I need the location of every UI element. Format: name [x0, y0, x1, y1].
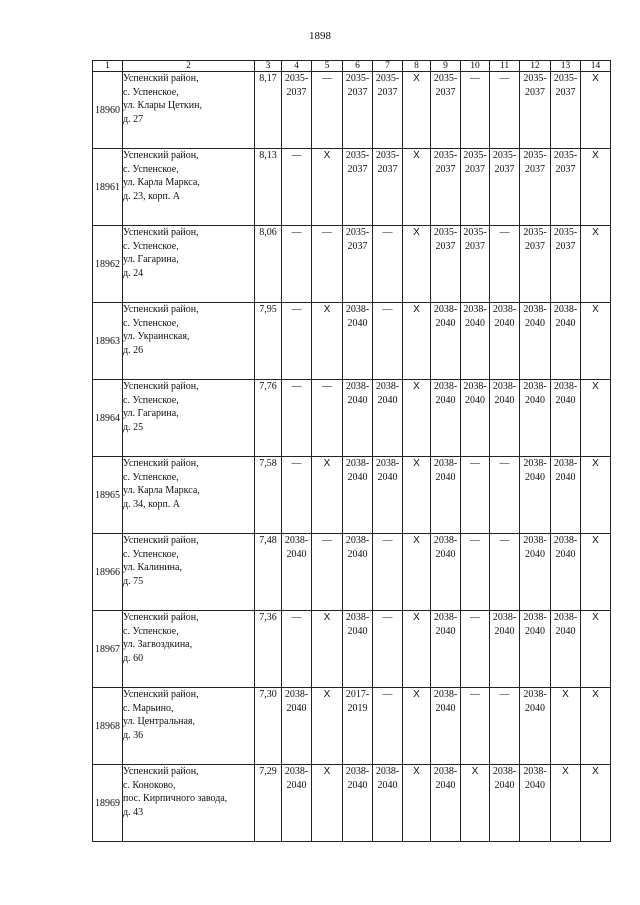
address-line: д. 25 [123, 421, 144, 433]
value-cell: 7,48 [255, 534, 282, 611]
address-line: ул. Центральная, [123, 716, 196, 727]
value-cell: X [312, 765, 343, 842]
value-cell: 2038-2040 [520, 303, 551, 380]
value-cell: 2038-2040 [343, 380, 373, 457]
row-number: 18968 [93, 688, 123, 765]
value-cell: — [490, 534, 520, 611]
value-cell: 2038-2040 [343, 765, 373, 842]
column-header: 5 [312, 61, 343, 72]
column-header: 3 [255, 61, 282, 72]
address-line: д. 34, корп. А [123, 498, 181, 510]
value-cell: — [373, 226, 403, 303]
address-line: ул. Карла Маркса, [123, 177, 200, 188]
value-cell: X [312, 303, 343, 380]
value-cell: 2038-2040 [373, 457, 403, 534]
value-cell: 2038-2040 [373, 765, 403, 842]
address-cell [123, 72, 255, 149]
value-cell: X [312, 688, 343, 765]
value-cell: 2035-2037 [520, 149, 551, 226]
value-cell: — [282, 226, 312, 303]
value-cell: X [461, 765, 490, 842]
address-line: д. 75 [123, 575, 144, 587]
address-line: Успенский район, [123, 150, 199, 161]
value-cell: 7,36 [255, 611, 282, 688]
value-cell: X [551, 688, 581, 765]
address-line: с. Успенское, [123, 625, 179, 637]
address-line: ул. Калинина, [123, 562, 182, 573]
value-cell: 2038-2040 [551, 380, 581, 457]
value-cell: X [581, 303, 611, 380]
value-cell: — [282, 303, 312, 380]
address-line: ул. Гагарина, [123, 408, 179, 419]
address-cell [123, 226, 255, 303]
value-cell: — [490, 226, 520, 303]
value-cell: X [581, 688, 611, 765]
column-header: 10 [461, 61, 490, 72]
value-cell: 2038-2040 [490, 611, 520, 688]
column-header: 13 [551, 61, 581, 72]
value-cell: — [461, 688, 490, 765]
value-cell: 2035-2037 [520, 72, 551, 149]
row-number: 18963 [93, 303, 123, 380]
value-cell: 2038-2040 [551, 611, 581, 688]
address-line: д. 24 [123, 267, 144, 279]
address-line: с. Коноково, [123, 779, 176, 791]
value-cell: 2035-2037 [551, 149, 581, 226]
value-cell: 2038-2040 [343, 611, 373, 688]
value-cell: X [581, 149, 611, 226]
address-line: Успенский район, [123, 535, 199, 546]
address-cell [123, 688, 255, 765]
value-cell: 2035-2037 [373, 149, 403, 226]
value-cell: — [373, 534, 403, 611]
value-cell: 2038-2040 [551, 303, 581, 380]
table-row [93, 149, 611, 226]
address-line: с. Успенское, [123, 163, 179, 175]
value-cell: 2035-2037 [520, 226, 551, 303]
row-number: 18969 [93, 765, 123, 842]
address-line: д. 43 [123, 806, 144, 818]
table-row [93, 457, 611, 534]
address-line: д. 23, корп. А [123, 190, 181, 202]
value-cell: 2038-2040 [343, 457, 373, 534]
value-cell: 2038-2040 [520, 380, 551, 457]
value-cell: 2038-2040 [431, 611, 461, 688]
value-cell: 2038-2040 [461, 380, 490, 457]
value-cell: 2038-2040 [431, 534, 461, 611]
row-number: 18967 [93, 611, 123, 688]
value-cell: 2035-2037 [461, 149, 490, 226]
table-row [93, 72, 611, 149]
value-cell: — [312, 226, 343, 303]
value-cell: 2035-2037 [490, 149, 520, 226]
value-cell: — [373, 688, 403, 765]
value-cell: 7,29 [255, 765, 282, 842]
table-row [93, 534, 611, 611]
address-line: Успенский район, [123, 612, 199, 623]
table-row [93, 226, 611, 303]
column-header: 8 [403, 61, 431, 72]
address-cell [123, 534, 255, 611]
address-line: д. 27 [123, 113, 144, 125]
row-number: 18964 [93, 380, 123, 457]
value-cell: 7,76 [255, 380, 282, 457]
column-header: 2 [123, 61, 255, 72]
value-cell: 8,17 [255, 72, 282, 149]
value-cell: 2017-2019 [343, 688, 373, 765]
value-cell: X [403, 765, 431, 842]
address-line: д. 36 [123, 729, 144, 741]
table-row [93, 303, 611, 380]
value-cell: 2038-2040 [431, 765, 461, 842]
value-cell: — [312, 534, 343, 611]
value-cell: X [403, 226, 431, 303]
row-number: 18960 [93, 72, 123, 149]
value-cell: X [581, 611, 611, 688]
value-cell: — [373, 303, 403, 380]
value-cell: 2038-2040 [490, 765, 520, 842]
value-cell: 2038-2040 [343, 534, 373, 611]
value-cell: 2038-2040 [520, 611, 551, 688]
address-line: Успенский район, [123, 304, 199, 315]
address-line: д. 26 [123, 344, 144, 356]
value-cell: X [403, 457, 431, 534]
column-header: 12 [520, 61, 551, 72]
address-line: ул. Украинская, [123, 331, 190, 342]
value-cell: 2038-2040 [520, 457, 551, 534]
value-cell: — [282, 149, 312, 226]
value-cell: X [403, 149, 431, 226]
table-body [93, 72, 611, 842]
column-header: 7 [373, 61, 403, 72]
address-line: Успенский район, [123, 73, 199, 84]
value-cell: 2038-2040 [431, 688, 461, 765]
page-number: 1898 [309, 30, 331, 42]
address-line: Успенский район, [123, 689, 199, 700]
address-cell [123, 380, 255, 457]
row-number: 18961 [93, 149, 123, 226]
address-line: Успенский район, [123, 381, 199, 392]
value-cell: 2038-2040 [520, 534, 551, 611]
address-line: ул. Гагарина, [123, 254, 179, 265]
value-cell: 2035-2037 [373, 72, 403, 149]
value-cell: X [581, 226, 611, 303]
address-line: д. 60 [123, 652, 144, 664]
value-cell: 2035-2037 [551, 226, 581, 303]
value-cell: — [461, 534, 490, 611]
value-cell: — [490, 457, 520, 534]
value-cell: 2035-2037 [431, 149, 461, 226]
value-cell: 2038-2040 [282, 765, 312, 842]
value-cell: X [403, 611, 431, 688]
address-cell [123, 303, 255, 380]
column-header: 6 [343, 61, 373, 72]
table-row [93, 765, 611, 842]
value-cell: X [581, 457, 611, 534]
value-cell: 2035-2037 [343, 72, 373, 149]
value-cell: X [312, 149, 343, 226]
column-header: 11 [490, 61, 520, 72]
column-header: 4 [282, 61, 312, 72]
value-cell: 7,30 [255, 688, 282, 765]
address-line: с. Успенское, [123, 471, 179, 483]
address-cell [123, 149, 255, 226]
value-cell: — [490, 72, 520, 149]
address-line: Успенский район, [123, 766, 199, 777]
value-cell: X [581, 380, 611, 457]
value-cell: 2038-2040 [431, 303, 461, 380]
address-line: пос. Кирпичного завода, [123, 793, 228, 804]
value-cell: 2038-2040 [373, 380, 403, 457]
row-number: 18962 [93, 226, 123, 303]
value-cell: 2038-2040 [461, 303, 490, 380]
value-cell: 2035-2037 [343, 149, 373, 226]
address-line: ул. Карла Маркса, [123, 485, 200, 496]
value-cell: 2035-2037 [282, 72, 312, 149]
value-cell: X [403, 380, 431, 457]
header-row [93, 61, 611, 72]
value-cell: 2035-2037 [343, 226, 373, 303]
value-cell: 7,58 [255, 457, 282, 534]
row-number: 18966 [93, 534, 123, 611]
value-cell: X [312, 611, 343, 688]
value-cell: — [312, 72, 343, 149]
value-cell: 2038-2040 [551, 534, 581, 611]
value-cell: 2038-2040 [282, 688, 312, 765]
value-cell: 8,06 [255, 226, 282, 303]
value-cell: X [551, 765, 581, 842]
address-line: ул. Клары Цеткин, [123, 100, 202, 111]
address-cell [123, 765, 255, 842]
value-cell: 2038-2040 [431, 380, 461, 457]
value-cell: 2038-2040 [490, 380, 520, 457]
address-line: ул. Загвоздкина, [123, 639, 193, 650]
address-line: с. Успенское, [123, 394, 179, 406]
column-header: 14 [581, 61, 611, 72]
table-row [93, 611, 611, 688]
value-cell: — [461, 611, 490, 688]
value-cell: 2038-2040 [343, 303, 373, 380]
value-cell: 7,95 [255, 303, 282, 380]
address-cell [123, 457, 255, 534]
address-line: с. Успенское, [123, 240, 179, 252]
value-cell: X [403, 534, 431, 611]
address-line: с. Успенское, [123, 86, 179, 98]
column-header: 1 [93, 61, 123, 72]
register-table [92, 60, 611, 842]
value-cell: X [403, 303, 431, 380]
value-cell: — [490, 688, 520, 765]
value-cell: — [461, 457, 490, 534]
value-cell: X [312, 457, 343, 534]
value-cell: 2038-2040 [551, 457, 581, 534]
value-cell: X [581, 765, 611, 842]
row-number: 18965 [93, 457, 123, 534]
value-cell: 2035-2037 [551, 72, 581, 149]
value-cell: — [282, 380, 312, 457]
table-row [93, 688, 611, 765]
value-cell: — [312, 380, 343, 457]
address-line: Успенский район, [123, 458, 199, 469]
value-cell: 2035-2037 [461, 226, 490, 303]
address-cell [123, 611, 255, 688]
value-cell: 8,13 [255, 149, 282, 226]
value-cell: — [461, 72, 490, 149]
value-cell: X [403, 688, 431, 765]
column-header: 9 [431, 61, 461, 72]
value-cell: X [581, 72, 611, 149]
value-cell: — [282, 611, 312, 688]
table-row [93, 380, 611, 457]
value-cell: 2038-2040 [520, 688, 551, 765]
address-line: с. Успенское, [123, 317, 179, 329]
value-cell: — [373, 611, 403, 688]
value-cell: 2038-2040 [490, 303, 520, 380]
address-line: Успенский район, [123, 227, 199, 238]
address-line: с. Марьино, [123, 702, 174, 714]
value-cell: — [282, 457, 312, 534]
value-cell: 2035-2037 [431, 72, 461, 149]
value-cell: 2038-2040 [282, 534, 312, 611]
value-cell: 2038-2040 [520, 765, 551, 842]
address-line: с. Успенское, [123, 548, 179, 560]
value-cell: 2035-2037 [431, 226, 461, 303]
value-cell: X [403, 72, 431, 149]
value-cell: 2038-2040 [431, 457, 461, 534]
value-cell: X [581, 534, 611, 611]
